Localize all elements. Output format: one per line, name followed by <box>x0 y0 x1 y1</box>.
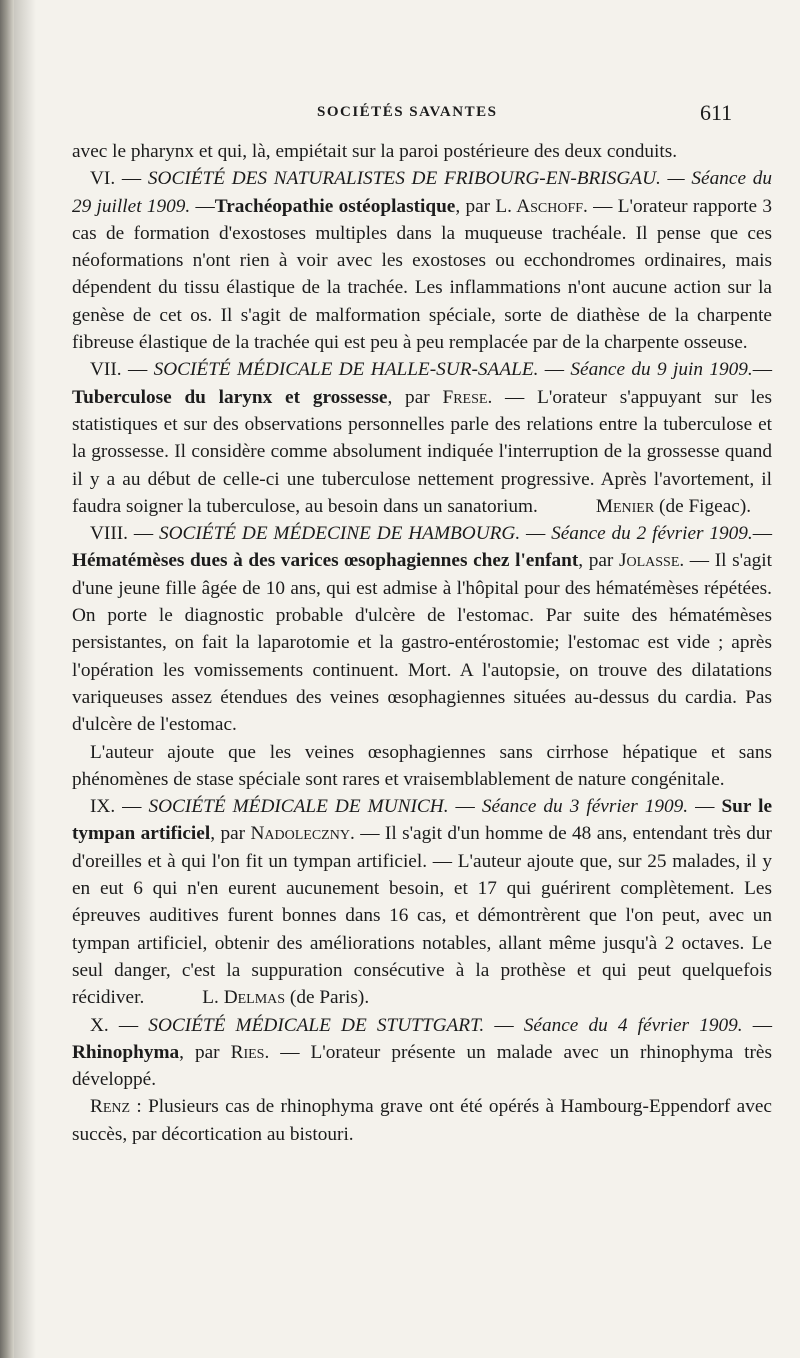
by-text: , par <box>455 195 496 217</box>
paragraph-text: . — L'orateur s'appuyant sur les statistiques et sur des observations personnelles parle des relations entre la tuberculose et la grossesse. Il considère comme absolument indiquée l'interruption de la grossesse quand il y a au début de celle-ci une tuberculose nettement progressive. Après l'avortement, il faudra soigner la tuberculose, au besoin dans un sanatorium. <box>72 386 773 517</box>
section-x <box>72 1012 772 1094</box>
book-spine-shadow <box>0 0 14 1358</box>
paragraph-text: L'auteur ajoute que les veines œsophagiennes sans cirrhose hépatique et sans phénomènes de stase spéciale sont rares et vraisemblablement de nature congénitale. <box>72 741 772 790</box>
separator: — <box>752 359 772 381</box>
separator: — <box>484 1014 524 1036</box>
signature-place: (de Paris). <box>285 987 370 1009</box>
paragraph-text: . — Il s'agit d'une jeune fille âgée de 10 ans, qui est admise à l'hôpital pour des hématémèses répétées. On porte le diagnostic probable d'ulcère de l'estomac. Par suite des hématémèses persistantes, on fait la laparotomie et la gastro-entérostomie; l'estomac est vide ; après l'opération les vomissements continuent. Mort. A l'autopsie, on trouve des dilatations variqueuses assez étendues des veines œsophagiennes situées au-dessus du cardia. Pas d'ulcère de l'estomac. <box>72 550 772 736</box>
article-title: Hématémèses dues à des varices œsophagiennes chez l'enfant <box>72 550 579 572</box>
society-name: SOCIÉTÉ DES NATURALISTES DE FRIBOURG-EN-BRISGAU. <box>147 168 661 190</box>
signature-place: (de Figeac). <box>654 495 752 517</box>
by-text: , par <box>387 386 443 408</box>
separator: — <box>190 195 215 217</box>
author-name: Ries <box>230 1041 265 1063</box>
section-number: X. — <box>90 1014 149 1036</box>
paragraph-text: . — L'orateur présente un malade avec un rhinophyma très développé. <box>72 1041 772 1091</box>
session-date: — Séance du 29 juillet 1909. <box>72 168 772 217</box>
separator: — <box>538 359 571 381</box>
gutter-shadow <box>14 0 36 1358</box>
author-name: Renz <box>90 1096 131 1118</box>
by-text: , par <box>210 823 251 845</box>
section-vi <box>72 165 772 356</box>
section-number: VIII. — <box>90 523 159 545</box>
session-date: Séance du 9 juin 1909. <box>570 359 753 381</box>
society-name: SOCIÉTÉ MÉDICALE DE HALLE-SUR-SAALE. <box>153 359 539 381</box>
session-date: Séance du 2 février 1909. <box>551 523 753 545</box>
society-name: SOCIÉTÉ MÉDICALE DE STUTTGART. <box>148 1014 485 1036</box>
body-text <box>72 138 772 1148</box>
society-name: SOCIÉTÉ MÉDICALE DE MUNICH. <box>148 796 449 818</box>
article-title: Tuberculose du larynx et grossesse <box>72 386 388 408</box>
section-ix <box>72 793 772 1011</box>
paragraph-text: . — Il s'agit d'un homme de 48 ans, entendant très dur d'oreilles et à qui l'on fit un tympan artificiel. — L'auteur ajoute que, sur 25 malades, il y en eut 6 qui n'en eurent aucunement besoin, et 17 qui guérirent complètement. Les épreuves auditives furent bonnes dans 16 cas, et démontrèrent que l'on peut, avec un tympan artificiel, obtenir des améliorations notables, allant même jusqu'à 2 octaves. Le seul danger, c'est la suppuration consécutive à la prothèse et qui peut quelquefois récidiver. <box>72 823 772 1009</box>
signature-name: Menier <box>595 495 655 517</box>
paragraph-text: : Plusieurs cas de rhinophyma grave ont été opérés à Hambourg-Eppendorf avec succès, par décortication au bistouri. <box>72 1096 772 1145</box>
session-date: Séance du 3 février 1909. <box>481 796 689 818</box>
paragraph-text: . — L'orateur rapporte 3 cas de formation d'exostoses multiples dans la muqueuse trachéale. Il pense que ces néoformations n'ont rien à voir avec les exostoses ou ecchondromes ordinaires, mais dépendent du tissu élastique de la trachée. Les inflammations n'ont aucune action sur la genèse de cet os. Il s'agit de malformation spéciale, sorte de diathèse de la charpente fibreuse élastique de la trachée qui est peu à peu remplacée par de la charpente osseuse. <box>72 195 772 354</box>
author-name: Nadoleczny <box>250 823 350 845</box>
running-title: SOCIÉTÉS SAVANTES <box>317 104 498 120</box>
section-number: VII. — <box>90 359 154 381</box>
section-number: IX. — <box>90 796 149 818</box>
separator: — <box>688 796 722 818</box>
author-name: L. Aschoff <box>495 195 584 217</box>
page-header <box>72 100 772 132</box>
by-text: , par <box>179 1041 231 1063</box>
section-vii <box>72 356 772 520</box>
section-x-reply <box>72 1093 772 1148</box>
separator: — <box>448 796 482 818</box>
signature <box>144 984 369 1011</box>
section-number: VI. — <box>90 168 148 190</box>
session-date: Séance du 4 février 1909. <box>523 1014 743 1036</box>
separator: — <box>520 523 552 545</box>
continuation-paragraph <box>72 138 772 165</box>
paragraph-text: avec le pharynx et qui, là, empiétait sur la paroi postérieure des deux conduits. <box>72 141 678 162</box>
signature-name: L. Delmas <box>202 987 286 1009</box>
article-title: Trachéopathie ostéoplastique <box>214 195 456 217</box>
society-name: SOCIÉTÉ DE MÉDECINE DE HAMBOURG. <box>158 523 521 545</box>
signature <box>538 493 751 520</box>
author-name: Jolasse <box>618 550 680 572</box>
separator: — <box>742 1014 773 1036</box>
section-viii-paragraph-2 <box>72 739 772 794</box>
section-viii <box>72 520 772 738</box>
page-number: 611 <box>700 100 733 125</box>
article-title: Sur le tympan artificiel <box>72 796 773 845</box>
separator: — <box>752 523 772 545</box>
article-title: Rhinophyma <box>72 1041 180 1063</box>
author-name: Frese <box>442 386 488 408</box>
by-text: , par <box>578 550 619 572</box>
